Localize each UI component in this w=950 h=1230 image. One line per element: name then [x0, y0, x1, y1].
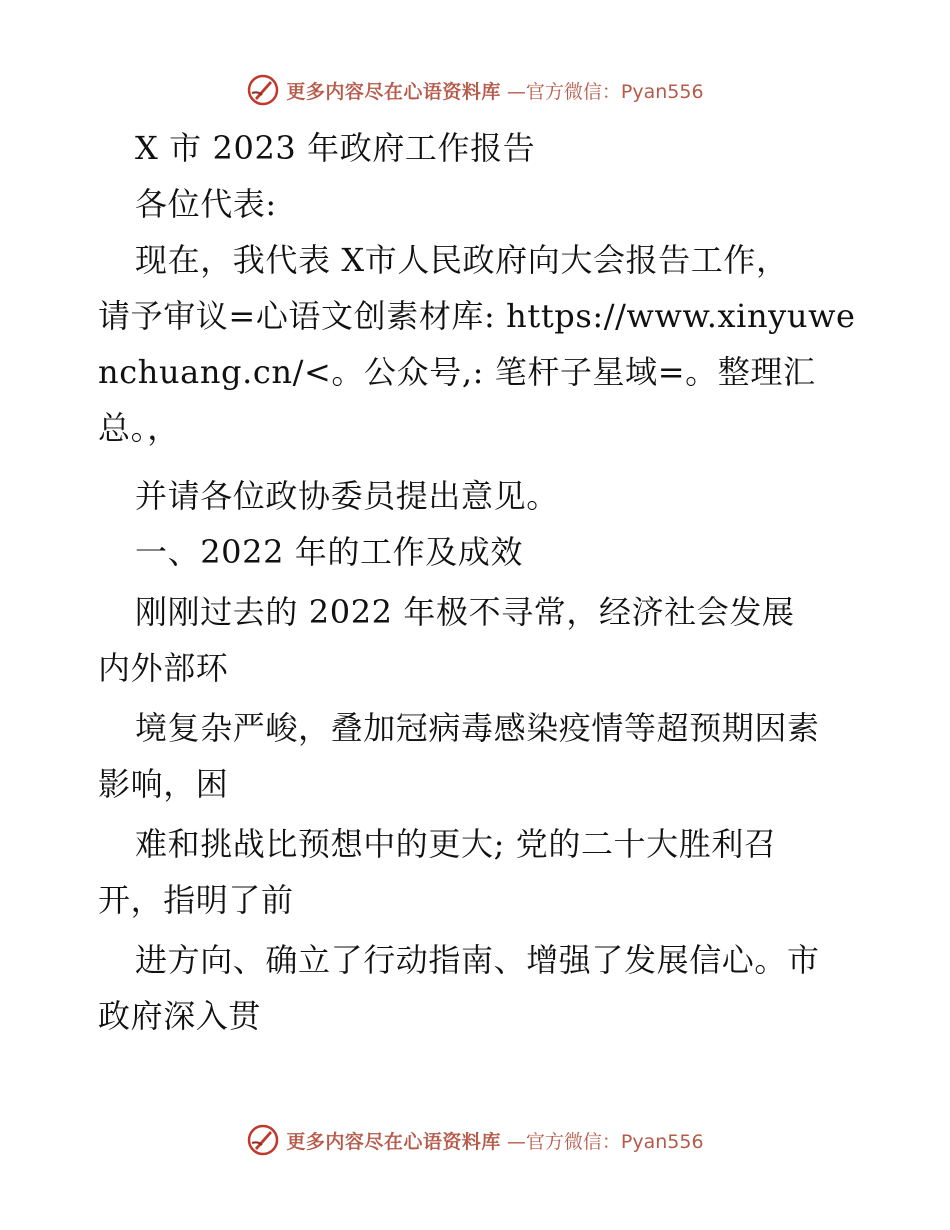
- banner-text: 更多内容尽在心语资料库: [286, 80, 501, 103]
- paragraph-line: nchuang.cn/<。公众号,: 笔杆子星域=。整理汇: [98, 353, 816, 391]
- paragraph-line: 难和挑战比预想中的更大; 党的二十大胜利召: [135, 825, 777, 863]
- section-heading: 一、2022 年的工作及成效: [135, 533, 524, 571]
- footer-banner: [0, 1120, 950, 1160]
- quill-logo-icon: [246, 73, 280, 107]
- salutation: 各位代表:: [135, 185, 277, 223]
- banner-wechat: —官方微信：Pyan556: [506, 1130, 704, 1153]
- paragraph-line: 总。，: [98, 409, 180, 447]
- banner-wechat: —官方微信：Pyan556: [506, 80, 704, 103]
- header-banner: [0, 70, 950, 110]
- paragraph-line: 影响，困: [98, 765, 229, 803]
- paragraph-line: 并请各位政协委员提出意见。: [135, 477, 559, 515]
- paragraph-line: 进方向、确立了行动指南、增强了发展信心。市: [135, 941, 820, 979]
- paragraph-line: 刚刚过去的 2022 年极不寻常，经济社会发展: [135, 593, 795, 631]
- paragraph-line: 请予审议=心语文创素材库: https://www.xinyuwe: [98, 297, 856, 335]
- document-title: X 市 2023 年政府工作报告: [135, 129, 536, 167]
- banner-text: 更多内容尽在心语资料库: [286, 1130, 501, 1153]
- paragraph-line: 境复杂严峻，叠加冠病毒感染疫情等超预期因素: [135, 709, 820, 747]
- paragraph-line: 政府深入贯: [98, 997, 262, 1035]
- paragraph-line: 现在，我代表 X市人民政府向大会报告工作，: [135, 241, 789, 279]
- paragraph-line: 内外部环: [98, 649, 229, 687]
- paragraph-line: 开，指明了前: [98, 881, 294, 919]
- quill-logo-icon: [246, 1123, 280, 1157]
